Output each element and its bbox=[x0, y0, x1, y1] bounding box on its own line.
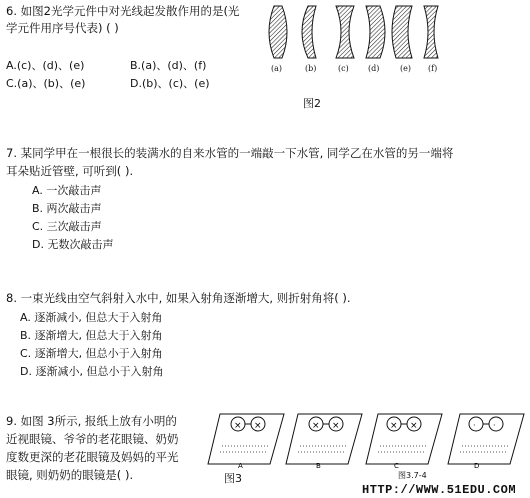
svg-text:·: · bbox=[493, 421, 496, 430]
lens-b bbox=[302, 6, 316, 58]
svg-text:·: · bbox=[473, 421, 476, 430]
lens-label-d: (d) bbox=[368, 64, 380, 73]
lens-label-a: (a) bbox=[271, 64, 283, 73]
svg-text:×: × bbox=[254, 421, 262, 431]
lens-f bbox=[424, 6, 438, 58]
q8-stem: 8. 一束光线由空气斜射入水中, 如果入射角逐渐增大, 则折射角将( ). bbox=[6, 291, 351, 305]
glasses-figure-3 bbox=[208, 408, 524, 470]
lens-label-f: (f) bbox=[428, 64, 438, 73]
svg-text:×: × bbox=[312, 421, 320, 431]
figure-code: 图3.7-4 bbox=[398, 471, 427, 480]
q9-stem-line3: 度数更深的老花眼镜及妈妈的平光 bbox=[6, 450, 179, 464]
q6-stem-line1: 6. 如图2光学元件中对光线起发散作用的是(光 bbox=[6, 4, 240, 18]
panel-label-a: A bbox=[238, 462, 243, 470]
panel-b bbox=[286, 414, 362, 464]
panel-label-c: C bbox=[394, 462, 399, 470]
q7-option-b: B. 两次敲击声 bbox=[32, 202, 102, 215]
q7-option-c: C. 三次敲击声 bbox=[32, 220, 102, 233]
q8-option-d: D. 逐渐减小, 但总小于入射角 bbox=[20, 365, 164, 378]
lens-c bbox=[336, 6, 354, 58]
lens-label-c: (c) bbox=[338, 64, 349, 73]
svg-text:×: × bbox=[234, 421, 242, 431]
figure-3-caption: 图3 bbox=[224, 472, 242, 485]
panel-c bbox=[366, 414, 442, 464]
q7-stem-line2: 耳朵贴近管壁, 可听到( ). bbox=[6, 164, 134, 178]
panel-a bbox=[208, 414, 284, 464]
q6-option-a: A.(c)、(d)、(e) bbox=[6, 59, 85, 72]
svg-text:×: × bbox=[410, 421, 418, 431]
q9-stem-line1: 9. 如图 3所示, 报纸上放有小明的 bbox=[6, 414, 177, 428]
lens-e bbox=[392, 6, 412, 58]
q7-option-a: A. 一次敲击声 bbox=[32, 184, 102, 197]
panel-label-b: B bbox=[316, 462, 321, 470]
lens-d bbox=[366, 6, 385, 58]
svg-text:×: × bbox=[332, 421, 340, 431]
q6-option-c: C.(a)、(b)、(e) bbox=[6, 77, 86, 90]
q6-option-d: D.(b)、(c)、(e) bbox=[130, 77, 210, 90]
q7-stem-line1: 7. 某同学甲在一根很长的装满水的自来水管的一端敲一下水管, 同学乙在水管的另一端将 bbox=[6, 146, 454, 160]
q8-option-b: B. 逐渐增大, 但总大于入射角 bbox=[20, 329, 163, 342]
lens-figure-2 bbox=[262, 2, 442, 64]
q8-option-c: C. 逐渐增大, 但总小于入射角 bbox=[20, 347, 163, 360]
lens-label-b: (b) bbox=[305, 64, 317, 73]
q7-option-d: D. 无数次敲击声 bbox=[32, 238, 114, 251]
panel-label-d: D bbox=[474, 462, 480, 470]
q8-option-a: A. 逐渐减小, 但总大于入射角 bbox=[20, 311, 163, 324]
q6-option-b: B.(a)、(d)、(f) bbox=[130, 59, 207, 72]
q6-stem-line2: 学元件用序号代表) ( ) bbox=[6, 21, 119, 35]
lens-a bbox=[269, 6, 287, 58]
watermark: HTTP://WWW.51EDU.COM bbox=[362, 483, 517, 497]
q9-stem-line4: 眼镜, 则奶奶的眼镜是( ). bbox=[6, 468, 134, 482]
q9-stem-line2: 近视眼镜、爷爷的老花眼镜、奶奶 bbox=[6, 432, 179, 446]
svg-text:×: × bbox=[390, 421, 398, 431]
lens-label-e: (e) bbox=[400, 64, 411, 73]
panel-d bbox=[448, 414, 524, 464]
figure-2-caption: 图2 bbox=[303, 97, 321, 110]
